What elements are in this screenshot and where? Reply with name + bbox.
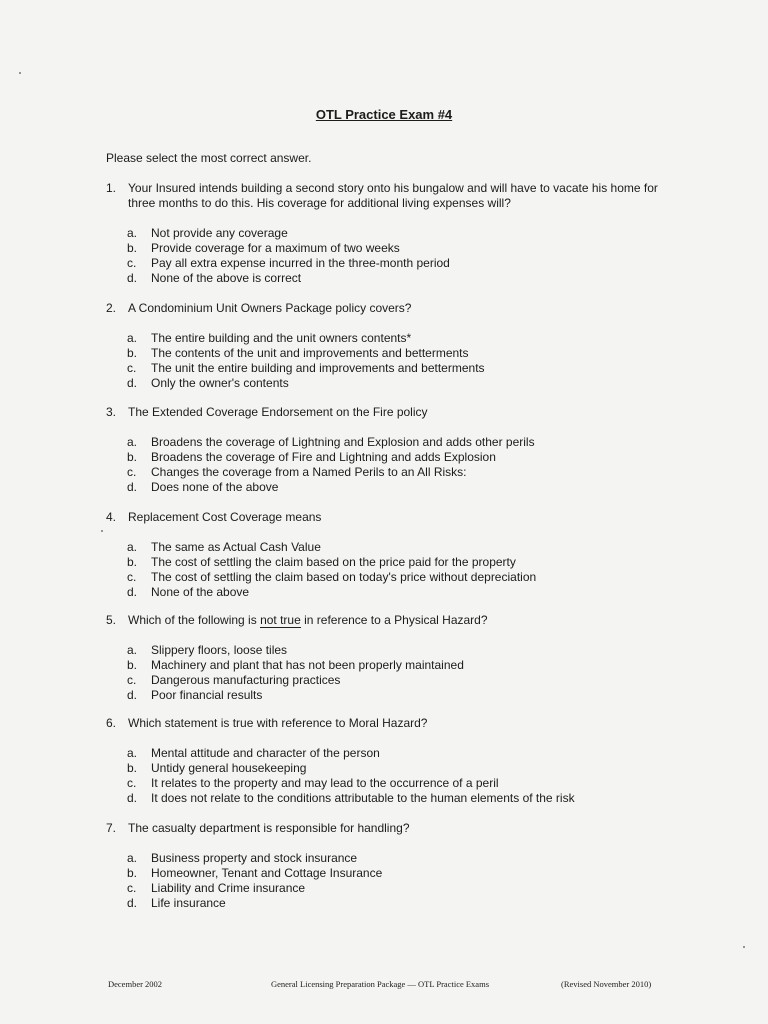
footer-date: December 2002 <box>108 979 163 989</box>
option-text: Homeowner, Tenant and Cottage Insurance <box>151 866 383 880</box>
option-a <box>127 226 666 241</box>
option-text: Pay all extra expense incurred in the three-month period <box>151 256 450 270</box>
option-text: Does none of the above <box>151 480 279 494</box>
question-number: 2. <box>106 301 117 315</box>
option-letter: a. <box>127 746 138 760</box>
option-c <box>127 361 666 376</box>
option-letter: d. <box>127 896 138 910</box>
option-letter: c. <box>127 673 137 687</box>
question-4 <box>106 510 666 600</box>
option-text: Changes the coverage from a Named Perils to an All Risks: <box>151 465 467 479</box>
question-text: The casualty department is responsible for handling? <box>128 821 410 835</box>
option-text: Untidy general housekeeping <box>151 761 307 775</box>
option-d <box>127 585 666 600</box>
option-text: Broadens the coverage of Lightning and Explosion and adds other perils <box>151 435 535 449</box>
option-letter: d. <box>127 271 138 285</box>
option-c <box>127 673 666 688</box>
option-letter: b. <box>127 658 138 672</box>
option-text: Broadens the coverage of Fire and Lightning and adds Explosion <box>151 450 496 464</box>
scan-speck <box>19 72 21 74</box>
question-number: 7. <box>106 821 117 835</box>
option-list <box>106 851 666 911</box>
option-list <box>106 435 666 495</box>
option-letter: c. <box>127 881 137 895</box>
option-c <box>127 776 666 791</box>
option-text: The cost of settling the claim based on today's price without depreciation <box>151 570 537 584</box>
option-letter: c. <box>127 570 137 584</box>
option-a <box>127 643 666 658</box>
exam-title <box>0 107 768 122</box>
question-number: 3. <box>106 405 117 419</box>
option-text: The cost of settling the claim based on the price paid for the property <box>151 555 516 569</box>
question-text: The Extended Coverage Endorsement on the Fire policy <box>128 405 428 419</box>
footer-revised: (Revised November 2010) <box>561 979 652 989</box>
exam-title-text: OTL Practice Exam #4 <box>315 107 453 122</box>
option-text: The unit the entire building and improvements and betterments <box>151 361 485 375</box>
option-letter: c. <box>127 256 137 270</box>
option-a <box>127 540 666 555</box>
option-a <box>127 331 666 346</box>
option-d <box>127 271 666 286</box>
option-text: The entire building and the unit owners contents* <box>151 331 412 345</box>
option-d <box>127 480 666 495</box>
option-text: Poor financial results <box>151 688 263 702</box>
question-text-part: Which of the following is <box>128 613 261 627</box>
option-letter: a. <box>127 331 138 345</box>
option-b <box>127 241 666 256</box>
question-number: 5. <box>106 613 117 627</box>
option-a <box>127 851 666 866</box>
option-a <box>127 435 666 450</box>
option-letter: b. <box>127 866 138 880</box>
option-b <box>127 450 666 465</box>
question-5 <box>106 613 666 703</box>
option-c <box>127 465 666 480</box>
question-number: 6. <box>106 716 117 730</box>
option-letter: a. <box>127 851 138 865</box>
footer-title: General Licensing Preparation Package — OTL Practice Exams <box>271 979 490 989</box>
question-text <box>128 613 666 628</box>
option-letter: b. <box>127 555 138 569</box>
question-number: 1. <box>106 181 117 195</box>
option-letter: d. <box>127 688 138 702</box>
option-text: It does not relate to the conditions attributable to the human elements of the risk <box>151 791 575 805</box>
option-letter: c. <box>127 776 137 790</box>
option-text: The contents of the unit and improvements and betterments <box>151 346 469 360</box>
option-list <box>106 226 666 286</box>
question-3 <box>106 405 666 495</box>
option-list <box>106 540 666 600</box>
option-text: Life insurance <box>151 896 226 910</box>
question-text: A Condominium Unit Owners Package policy covers? <box>128 301 412 315</box>
option-b <box>127 346 666 361</box>
option-b <box>127 555 666 570</box>
option-d <box>127 376 666 391</box>
option-letter: b. <box>127 761 138 775</box>
option-text: Mental attitude and character of the person <box>151 746 380 760</box>
option-letter: a. <box>127 226 138 240</box>
option-c <box>127 256 666 271</box>
option-text: The same as Actual Cash Value <box>151 540 321 554</box>
question-number: 4. <box>106 510 117 524</box>
option-letter: c. <box>127 361 137 375</box>
option-letter: d. <box>127 585 138 599</box>
question-2 <box>106 301 666 391</box>
option-b <box>127 658 666 673</box>
option-text: Slippery floors, loose tiles <box>151 643 288 657</box>
option-d <box>127 896 666 911</box>
option-letter: b. <box>127 450 138 464</box>
instructions: Please select the most correct answer. <box>106 151 312 165</box>
underlined-emphasis: not true <box>260 613 301 627</box>
question-text: Replacement Cost Coverage means <box>128 510 322 524</box>
question-6 <box>106 716 666 806</box>
option-letter: a. <box>127 540 138 554</box>
option-d <box>127 688 666 703</box>
option-letter: b. <box>127 241 138 255</box>
option-text: Liability and Crime insurance <box>151 881 306 895</box>
option-b <box>127 866 666 881</box>
option-text: None of the above is correct <box>151 271 302 285</box>
option-a <box>127 746 666 761</box>
option-letter: d. <box>127 376 138 390</box>
scan-speck <box>743 946 745 948</box>
option-text: None of the above <box>151 585 250 599</box>
option-letter: b. <box>127 346 138 360</box>
option-letter: d. <box>127 480 138 494</box>
question-text-part: in reference to a Physical Hazard? <box>300 613 488 627</box>
option-c <box>127 570 666 585</box>
option-text: Business property and stock insurance <box>151 851 358 865</box>
question-7 <box>106 821 666 911</box>
option-list <box>106 643 666 703</box>
option-list <box>106 746 666 806</box>
option-text: Not provide any coverage <box>151 226 288 240</box>
option-letter: d. <box>127 791 138 805</box>
option-text: Machinery and plant that has not been properly maintained <box>151 658 464 672</box>
option-text: Only the owner's contents <box>151 376 289 390</box>
option-text: It relates to the property and may lead to the occurrence of a peril <box>151 776 499 790</box>
option-letter: a. <box>127 435 138 449</box>
option-text: Provide coverage for a maximum of two weeks <box>151 241 400 255</box>
option-c <box>127 881 666 896</box>
option-letter: a. <box>127 643 138 657</box>
option-text: Dangerous manufacturing practices <box>151 673 341 687</box>
option-d <box>127 791 666 806</box>
option-b <box>127 761 666 776</box>
question-text: Your Insured intends building a second story onto his bungalow and will have to vacate his home for three months to do this. His coverage for additional living expenses will? <box>128 181 658 210</box>
question-text: Which statement is true with reference to Moral Hazard? <box>128 716 428 730</box>
option-list <box>106 331 666 391</box>
option-letter: c. <box>127 465 137 479</box>
scan-speck <box>101 530 103 532</box>
question-1 <box>106 181 666 286</box>
